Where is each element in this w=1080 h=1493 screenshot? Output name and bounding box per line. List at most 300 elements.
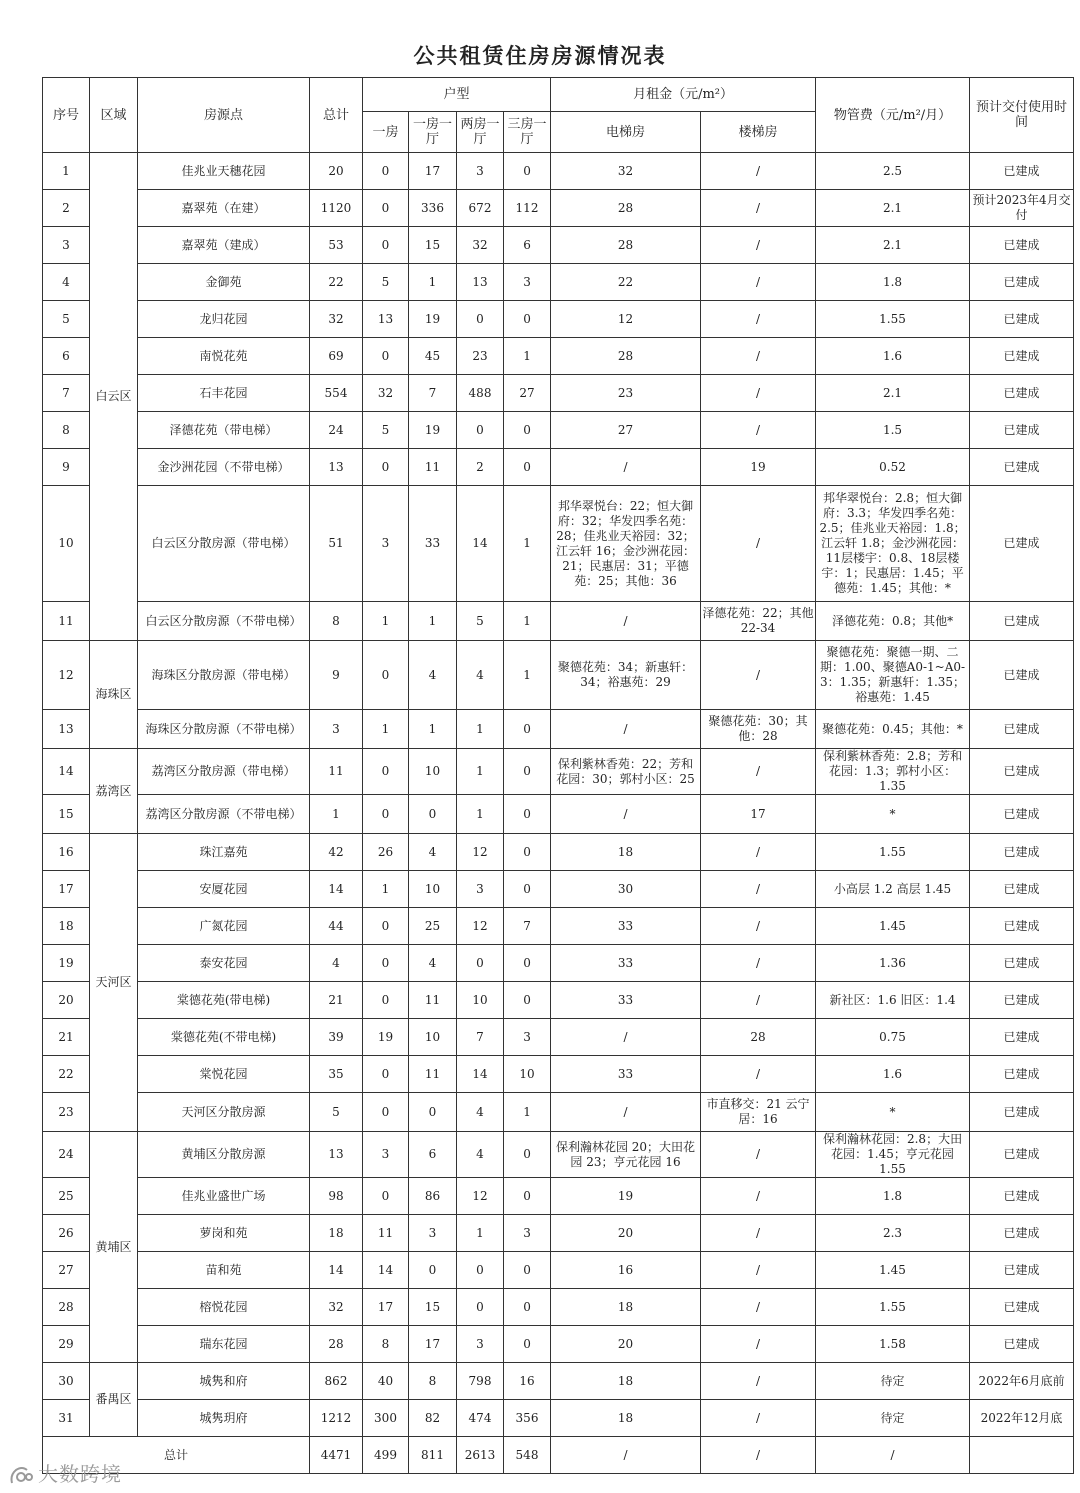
cell-property: 石丰花园 [138,375,310,412]
cell-mgmt-fee: 待定 [816,1400,970,1437]
cell-elevator-rent: 聚德花苑：34；新惠轩：34；裕惠苑：29 [551,641,701,710]
cell-stairs-rent: / [701,908,816,945]
cell-u1: 0 [363,1056,409,1093]
cell-u2: 8 [409,1363,457,1400]
cell-district: 番禺区 [90,1363,138,1437]
cell-seq: 16 [43,834,90,871]
cell-seq: 9 [43,449,90,486]
cell-delivery: 预计2023年4月交付 [970,190,1074,227]
table-body [43,153,1074,1474]
cell-total: 554 [310,375,363,412]
cell-total: 42 [310,834,363,871]
cell-stairs-rent: 17 [701,795,816,834]
cell-u1: 13 [363,301,409,338]
header-property: 房源点 [138,78,310,153]
table-row [43,412,1074,449]
cell-u2: 17 [409,153,457,190]
cell-u4: 0 [504,1326,551,1363]
cell-u4: 0 [504,945,551,982]
cell-u4: 3 [504,264,551,301]
cell-mgmt-fee: 0.52 [816,449,970,486]
cell-elevator-rent: 16 [551,1252,701,1289]
cell-u4: 0 [504,834,551,871]
watermark [8,1458,122,1487]
cell-elevator-rent: 33 [551,982,701,1019]
cell-u3: 12 [457,1178,504,1215]
cell-seq: 22 [43,1056,90,1093]
table-row [43,602,1074,641]
cell-u3: 3 [457,1326,504,1363]
cell-seq: 13 [43,710,90,749]
cell-elevator-rent: 保利紫林香苑：22；芳和花园：30；郭村小区：25 [551,749,701,795]
cell-u3: 0 [457,945,504,982]
cell-seq: 4 [43,264,90,301]
cell-total: 98 [310,1178,363,1215]
cell-elevator-rent: 33 [551,1056,701,1093]
cell-stairs-rent: / [701,641,816,710]
table-row [43,908,1074,945]
cell-delivery: 2022年6月底前 [970,1363,1074,1400]
cell-u1: 0 [363,338,409,375]
cell-u3: 1 [457,749,504,795]
cell-u3: 3 [457,153,504,190]
cell-mgmt-fee: 邦华翠悦台：2.8；恒大御府：3.3；华发四季名苑：2.5；佳兆业天裕园：1.8；江云轩 1.8；金沙洲花园：11层楼宇：0.8、18层楼宇：1；民惠居：1.45；平德苑：1.45；其他：* [816,486,970,602]
cell-delivery: 已建成 [970,301,1074,338]
cell-total: 22 [310,264,363,301]
cell-u1: 40 [363,1363,409,1400]
cell-seq: 1 [43,153,90,190]
cell-elevator-rent: 28 [551,338,701,375]
cell-property: 天河区分散房源 [138,1093,310,1132]
cell-stairs-rent: / [701,153,816,190]
table-row [43,795,1074,834]
cell-u2: 0 [409,1093,457,1132]
cell-stairs-rent: / [701,1326,816,1363]
cell-stairs-rent: / [701,1132,816,1178]
cell-stairs-rent: 泽德花苑：22；其他 22-34 [701,602,816,641]
totals-u4: 548 [504,1437,551,1474]
cell-u2: 25 [409,908,457,945]
cell-property: 瑞东花园 [138,1326,310,1363]
cell-u3: 474 [457,1400,504,1437]
cell-u2: 19 [409,412,457,449]
table-row [43,945,1074,982]
cell-u2: 11 [409,1056,457,1093]
cell-seq: 5 [43,301,90,338]
table-row [43,982,1074,1019]
cell-u2: 11 [409,982,457,1019]
cell-district: 荔湾区 [90,749,138,834]
cell-u4: 0 [504,449,551,486]
cell-property: 金御苑 [138,264,310,301]
table-row [43,1019,1074,1056]
cell-u1: 0 [363,153,409,190]
cell-u1: 14 [363,1252,409,1289]
cell-mgmt-fee: 1.36 [816,945,970,982]
cell-u4: 1 [504,641,551,710]
cell-elevator-rent: 12 [551,301,701,338]
cell-elevator-rent: 30 [551,871,701,908]
cell-property: 海珠区分散房源（不带电梯） [138,710,310,749]
cell-mgmt-fee: 1.55 [816,1289,970,1326]
cell-total: 32 [310,301,363,338]
cell-u1: 0 [363,449,409,486]
cell-mgmt-fee: 1.58 [816,1326,970,1363]
cell-elevator-rent: 保利瀚林花园 20；大田花园 23；亨元花园 16 [551,1132,701,1178]
cell-total: 35 [310,1056,363,1093]
header-u2: 一房一厅 [409,112,457,153]
cell-u3: 2 [457,449,504,486]
cell-total: 1120 [310,190,363,227]
cell-u4: 0 [504,710,551,749]
cell-total: 3 [310,710,363,749]
table-row [43,1289,1074,1326]
cell-u4: 1 [504,1093,551,1132]
table-row [43,749,1074,795]
table-row [43,1400,1074,1437]
cell-u3: 10 [457,982,504,1019]
cell-u1: 8 [363,1326,409,1363]
header-unit-type: 户型 [363,78,551,112]
cell-delivery: 已建成 [970,1019,1074,1056]
cell-stairs-rent: / [701,338,816,375]
cell-u4: 6 [504,227,551,264]
cell-u1: 1 [363,871,409,908]
cell-u4: 0 [504,1178,551,1215]
cell-seq: 2 [43,190,90,227]
cell-total: 13 [310,1132,363,1178]
cell-u1: 3 [363,1132,409,1178]
cell-elevator-rent: / [551,602,701,641]
cell-seq: 29 [43,1326,90,1363]
cell-u4: 0 [504,749,551,795]
cell-property: 嘉翠苑（在建） [138,190,310,227]
cell-u1: 3 [363,486,409,602]
cell-u4: 356 [504,1400,551,1437]
cell-u3: 12 [457,908,504,945]
cell-mgmt-fee: 聚德花苑：0.45；其他：* [816,710,970,749]
cell-property: 佳兆业盛世广场 [138,1178,310,1215]
cell-mgmt-fee: * [816,1093,970,1132]
cell-property: 金沙洲花园（不带电梯） [138,449,310,486]
cell-u1: 0 [363,190,409,227]
cell-u1: 5 [363,264,409,301]
cell-u4: 0 [504,153,551,190]
cell-u2: 10 [409,871,457,908]
cell-stairs-rent: / [701,301,816,338]
cell-seq: 30 [43,1363,90,1400]
cell-mgmt-fee: 保利瀚林花园：2.8；大田花园：1.45；亨元花园 1.55 [816,1132,970,1178]
cell-seq: 14 [43,749,90,795]
cell-u1: 1 [363,710,409,749]
header-mgmt: 物管费（元/m²/月） [816,78,970,153]
cell-delivery: 已建成 [970,710,1074,749]
cell-elevator-rent: 23 [551,375,701,412]
cell-u4: 1 [504,602,551,641]
table-row [43,1093,1074,1132]
table-row [43,449,1074,486]
cell-seq: 25 [43,1178,90,1215]
cell-seq: 8 [43,412,90,449]
cell-u2: 17 [409,1326,457,1363]
cell-stairs-rent: / [701,1252,816,1289]
cell-seq: 31 [43,1400,90,1437]
cell-u2: 19 [409,301,457,338]
cell-seq: 28 [43,1289,90,1326]
totals-elev: / [551,1437,701,1474]
cell-elevator-rent: 18 [551,1400,701,1437]
table-row [43,375,1074,412]
cell-u3: 798 [457,1363,504,1400]
cell-delivery: 已建成 [970,834,1074,871]
cell-mgmt-fee: * [816,795,970,834]
cell-u1: 300 [363,1400,409,1437]
cell-mgmt-fee: 0.75 [816,1019,970,1056]
cell-u3: 5 [457,602,504,641]
totals-u3: 2613 [457,1437,504,1474]
cell-u2: 33 [409,486,457,602]
cell-mgmt-fee: 1.6 [816,338,970,375]
cell-delivery: 已建成 [970,1215,1074,1252]
cell-u3: 14 [457,486,504,602]
watermark-text: 大数跨境 [38,1462,122,1486]
totals-label: 总计 [43,1437,310,1474]
table-row [43,834,1074,871]
cell-u3: 672 [457,190,504,227]
cell-elevator-rent: / [551,1019,701,1056]
table-row [43,486,1074,602]
cell-mgmt-fee: 1.5 [816,412,970,449]
cell-stairs-rent: 聚德花苑：30；其他：28 [701,710,816,749]
cell-u4: 0 [504,871,551,908]
cell-stairs-rent: / [701,871,816,908]
cell-stairs-rent: / [701,945,816,982]
cell-elevator-rent: / [551,1093,701,1132]
cell-seq: 19 [43,945,90,982]
cell-delivery: 2022年12月底 [970,1400,1074,1437]
cell-u1: 0 [363,749,409,795]
cell-seq: 6 [43,338,90,375]
cell-property: 黄埔区分散房源 [138,1132,310,1178]
cell-u1: 0 [363,1093,409,1132]
cell-u1: 11 [363,1215,409,1252]
cell-u1: 32 [363,375,409,412]
table-row [43,1215,1074,1252]
cell-seq: 23 [43,1093,90,1132]
cell-total: 1212 [310,1400,363,1437]
cell-elevator-rent: 20 [551,1215,701,1252]
cell-stairs-rent: / [701,1289,816,1326]
cell-stairs-rent: / [701,1363,816,1400]
cell-delivery: 已建成 [970,412,1074,449]
cell-u3: 0 [457,301,504,338]
cell-stairs-rent: / [701,1215,816,1252]
cell-mgmt-fee: 小高层 1.2 高层 1.45 [816,871,970,908]
table-row [43,1326,1074,1363]
cell-property: 白云区分散房源（不带电梯） [138,602,310,641]
table-row [43,227,1074,264]
cell-seq: 21 [43,1019,90,1056]
cell-elevator-rent: 22 [551,264,701,301]
cell-u2: 45 [409,338,457,375]
cell-u3: 488 [457,375,504,412]
cell-total: 51 [310,486,363,602]
cell-delivery: 已建成 [970,1252,1074,1289]
table-row [43,338,1074,375]
totals-row [43,1437,1074,1474]
table-row [43,641,1074,710]
cell-mgmt-fee: 1.8 [816,264,970,301]
watermark-logo-icon [8,1465,34,1487]
totals-deliv [970,1437,1074,1474]
cell-delivery: 已建成 [970,486,1074,602]
cell-stairs-rent: / [701,834,816,871]
cell-u4: 0 [504,301,551,338]
cell-u4: 7 [504,908,551,945]
cell-u3: 4 [457,1132,504,1178]
cell-total: 44 [310,908,363,945]
cell-seq: 18 [43,908,90,945]
cell-u3: 14 [457,1056,504,1093]
cell-total: 862 [310,1363,363,1400]
table-row [43,1178,1074,1215]
cell-seq: 11 [43,602,90,641]
cell-total: 32 [310,1289,363,1326]
cell-district: 海珠区 [90,641,138,749]
cell-total: 14 [310,1252,363,1289]
cell-u2: 11 [409,449,457,486]
cell-elevator-rent: 19 [551,1178,701,1215]
cell-u3: 1 [457,710,504,749]
cell-mgmt-fee: 新社区：1.6 旧区：1.4 [816,982,970,1019]
cell-stairs-rent: / [701,749,816,795]
cell-elevator-rent: 33 [551,945,701,982]
totals-total: 4471 [310,1437,363,1474]
cell-u4: 0 [504,795,551,834]
cell-total: 24 [310,412,363,449]
cell-u1: 17 [363,1289,409,1326]
cell-seq: 24 [43,1132,90,1178]
header-district: 区域 [90,78,138,153]
cell-property: 棠悦花园 [138,1056,310,1093]
cell-u1: 0 [363,982,409,1019]
cell-u4: 27 [504,375,551,412]
cell-u3: 7 [457,1019,504,1056]
cell-delivery: 已建成 [970,449,1074,486]
cell-property: 佳兆业天穗花园 [138,153,310,190]
cell-u3: 13 [457,264,504,301]
cell-mgmt-fee: 1.45 [816,1252,970,1289]
table-row [43,1363,1074,1400]
cell-stairs-rent: / [701,190,816,227]
cell-property: 安厦花园 [138,871,310,908]
cell-u4: 0 [504,1289,551,1326]
cell-elevator-rent: 28 [551,227,701,264]
header-u4: 三房一厅 [504,112,551,153]
header-total: 总计 [310,78,363,153]
cell-u2: 15 [409,227,457,264]
cell-total: 28 [310,1326,363,1363]
cell-elevator-rent: 18 [551,1363,701,1400]
cell-u2: 1 [409,264,457,301]
cell-stairs-rent: 市直移交：21 云宁居：16 [701,1093,816,1132]
page-title: 公共租赁住房房源情况表 [413,43,667,68]
cell-total: 13 [310,449,363,486]
cell-u3: 12 [457,834,504,871]
cell-delivery: 已建成 [970,602,1074,641]
table-row [43,871,1074,908]
cell-stairs-rent: / [701,1056,816,1093]
cell-u2: 6 [409,1132,457,1178]
cell-stairs-rent: 19 [701,449,816,486]
cell-district: 天河区 [90,834,138,1132]
totals-mgmt: / [816,1437,970,1474]
cell-u3: 4 [457,641,504,710]
cell-mgmt-fee: 1.55 [816,834,970,871]
cell-property: 萝岗和苑 [138,1215,310,1252]
cell-total: 21 [310,982,363,1019]
table-row [43,1056,1074,1093]
cell-total: 9 [310,641,363,710]
cell-seq: 15 [43,795,90,834]
cell-delivery: 已建成 [970,1326,1074,1363]
cell-u3: 0 [457,412,504,449]
cell-mgmt-fee: 聚德花苑：聚德一期、二期：1.00、聚德A0-1~A0-3：1.35；新惠轩：1.35；裕惠苑：1.45 [816,641,970,710]
cell-mgmt-fee: 1.6 [816,1056,970,1093]
cell-delivery: 已建成 [970,749,1074,795]
cell-mgmt-fee: 2.1 [816,375,970,412]
cell-u2: 336 [409,190,457,227]
cell-u4: 3 [504,1215,551,1252]
cell-delivery: 已建成 [970,1289,1074,1326]
table-row [43,1132,1074,1178]
cell-delivery: 已建成 [970,264,1074,301]
cell-mgmt-fee: 保利紫林香苑：2.8；芳和花园：1.3；郭村小区：1.35 [816,749,970,795]
header-u1: 一房 [363,112,409,153]
cell-mgmt-fee: 2.5 [816,153,970,190]
cell-property: 棠德花苑(不带电梯) [138,1019,310,1056]
cell-u1: 0 [363,795,409,834]
cell-total: 5 [310,1093,363,1132]
cell-u2: 3 [409,1215,457,1252]
cell-u2: 0 [409,1252,457,1289]
cell-property: 城隽和府 [138,1363,310,1400]
header-u3: 两房一厅 [457,112,504,153]
cell-district: 黄埔区 [90,1132,138,1363]
cell-stairs-rent: / [701,982,816,1019]
cell-u1: 0 [363,945,409,982]
cell-u3: 23 [457,338,504,375]
cell-u3: 0 [457,1289,504,1326]
table-row [43,301,1074,338]
cell-property: 泽德花苑（带电梯） [138,412,310,449]
cell-delivery: 已建成 [970,1178,1074,1215]
cell-property: 棠德花苑(带电梯) [138,982,310,1019]
table-row [43,153,1074,190]
table-row [43,1252,1074,1289]
cell-delivery: 已建成 [970,1056,1074,1093]
cell-delivery: 已建成 [970,375,1074,412]
cell-stairs-rent: / [701,412,816,449]
totals-u1: 499 [363,1437,409,1474]
cell-property: 海珠区分散房源（带电梯） [138,641,310,710]
cell-seq: 27 [43,1252,90,1289]
cell-property: 荔湾区分散房源（不带电梯） [138,795,310,834]
table-row [43,710,1074,749]
totals-stair: / [701,1437,816,1474]
cell-u2: 82 [409,1400,457,1437]
cell-property: 苗和苑 [138,1252,310,1289]
